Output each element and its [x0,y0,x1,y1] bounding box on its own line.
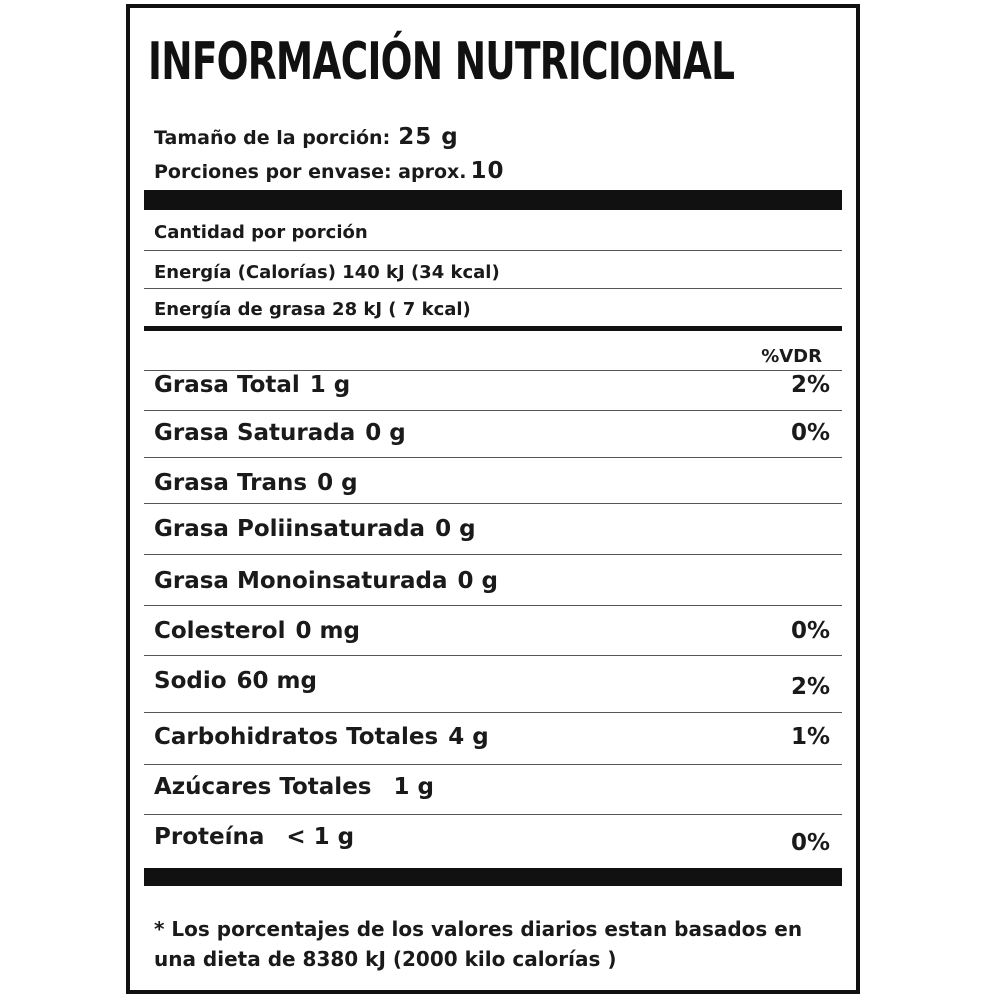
divider [144,554,842,555]
nutrition-label [126,4,860,994]
amount-per-serving: Cantidad por porción [154,222,368,243]
nutrient-name: Grasa Poliinsaturada [154,516,426,542]
nutrient-row [154,618,830,658]
nutrient-row [154,668,830,708]
nutrient-row [154,420,830,460]
nutrient-name: Grasa Saturada [154,420,356,446]
nutrient-amount: 4 g [448,724,489,750]
nutrient-row [154,372,830,412]
footnote-line: * Los porcentajes de los valores diarios estan basados en [154,917,803,941]
nutrient-row [154,824,830,864]
thick-divider-bottom [144,868,842,886]
servings-per-container-label: Porciones por envase: aprox. [154,161,467,183]
divider [144,712,842,713]
divider [144,764,842,765]
divider [144,288,842,289]
nutrient-dv: 2% [790,674,830,700]
nutrient-dv: 0% [790,618,830,644]
nutrient-amount: 1 g [309,372,351,398]
serving-size [154,124,459,150]
nutrient-name: Carbohidratos Totales [154,724,439,750]
nutrient-row [154,470,830,510]
divider [144,410,842,411]
divider [144,605,842,606]
servings-per-container [154,158,505,184]
divider [144,814,842,815]
serving-size-value: 25 g [398,124,459,150]
nutrient-dv: 0% [790,420,830,446]
thick-divider-top [144,190,842,210]
nutrient-name: Grasa Total [154,372,300,398]
servings-per-container-value: 10 [470,158,505,184]
nutrient-name: Azúcares Totales [154,774,372,800]
energy-row: Energía (Calorías) 140 kJ (34 kcal) [154,262,500,283]
nutrient-name: Sodio [154,668,227,694]
nutrient-name: Colesterol [154,618,286,644]
medium-divider [144,326,842,331]
vdr-header: %VDR [761,346,822,367]
nutrient-name: Proteína [154,824,265,850]
nutrient-row [154,516,830,556]
divider [144,250,842,251]
nutrient-amount: 0 g [317,470,358,496]
nutrient-amount: 1 g [393,774,434,800]
divider [144,370,842,371]
nutrient-amount: 0 mg [295,618,360,644]
nutrient-dv: 2% [790,372,830,398]
nutrient-dv: 1% [790,724,830,750]
footnote-line: una dieta de 8380 kJ (2000 kilo calorías ) [154,947,617,971]
nutrient-dv: 0% [790,830,830,856]
nutrient-amount: 0 g [457,568,498,594]
nutrient-amount: < 1 g [286,824,355,850]
fat-energy-row: Energía de grasa 28 kJ ( 7 kcal) [154,299,471,320]
divider [144,503,842,504]
divider [144,655,842,656]
nutrient-name: Grasa Trans [154,470,308,496]
divider [144,457,842,458]
nutrient-row [154,774,830,814]
nutrient-amount: 60 mg [236,668,317,694]
nutrient-row [154,724,830,764]
footnote [154,914,854,974]
nutrient-amount: 0 g [365,420,406,446]
nutrient-amount: 0 g [435,516,476,542]
nutrient-row [154,568,830,608]
label-title: INFORMACIÓN NUTRICIONAL [148,32,735,92]
serving-size-label: Tamaño de la porción: [154,127,391,149]
nutrient-name: Grasa Monoinsaturada [154,568,448,594]
